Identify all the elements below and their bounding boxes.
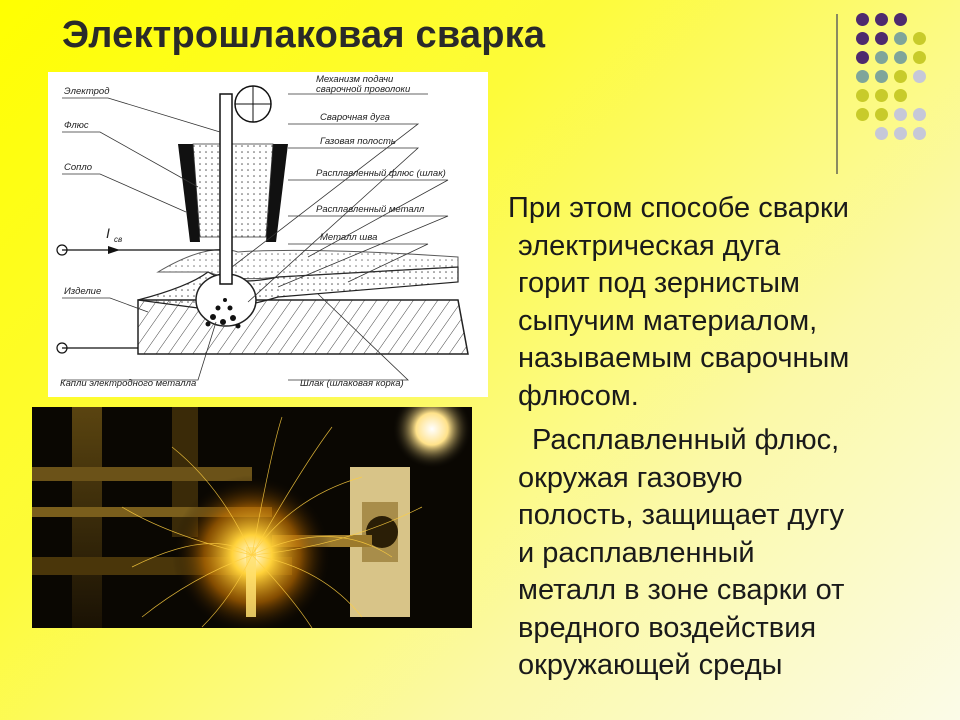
decorative-dot [856, 32, 869, 45]
decorative-dot [894, 32, 907, 45]
decorative-dot [913, 70, 926, 83]
decorative-dot [875, 70, 888, 83]
decorative-dot [913, 108, 926, 121]
welding-photo [32, 407, 472, 628]
decorative-dot [894, 70, 907, 83]
flux-in-nozzle [193, 144, 273, 237]
welding-photo-svg [32, 407, 472, 628]
label-feed-mechanism: Механизм подачи [316, 74, 394, 85]
decorative-dot [856, 89, 869, 102]
decorative-dot [894, 89, 907, 102]
decorative-dot [894, 108, 907, 121]
paragraph-line: флюсом. [518, 379, 639, 412]
label-arc: Сварочная дуга [320, 112, 390, 123]
decorative-dot [913, 51, 926, 64]
decorative-dot-grid [850, 13, 960, 163]
decorative-dot [856, 13, 869, 26]
paragraph-line: горит под зернистым [518, 267, 800, 299]
decorative-dot [875, 108, 888, 121]
welding-diagram-svg [48, 72, 488, 397]
label-flux: Флюс [64, 120, 89, 131]
paragraph-line: вредного воздействия [518, 611, 817, 644]
decorative-dot [875, 32, 888, 45]
label-droplets: Капли электродного металла [60, 378, 197, 389]
slide-title: Электрошлаковая сварка [62, 14, 546, 56]
workpiece-shape [138, 300, 468, 354]
decorative-divider-line [836, 14, 838, 174]
paragraph-line: окружая газовую [518, 461, 743, 494]
decorative-dot [894, 51, 907, 64]
paragraph-line: окружающей среды [518, 649, 783, 681]
label-weld-metal: Металл шва [320, 232, 378, 243]
label-feed-wire: сварочной проволоки [316, 84, 411, 95]
decorative-dot [894, 13, 907, 26]
label-slag-crust: Шлак (шлаковая корка) [300, 378, 404, 389]
paragraph-line: называемым сварочным [518, 342, 850, 374]
decorative-dot [856, 51, 869, 64]
welding-diagram [48, 72, 488, 397]
paragraph-line: При этом способе сварки [508, 192, 849, 224]
paragraph-line: Расплавленный флюс, [532, 424, 840, 456]
paragraph-1 [506, 190, 926, 415]
decorative-dot [875, 51, 888, 64]
label-electrode: Электрод [64, 86, 110, 97]
current-sub: св [114, 235, 123, 244]
label-molten-metal: Расплавленный металл [316, 204, 425, 215]
decorative-dot [856, 70, 869, 83]
decorative-dot [875, 89, 888, 102]
slide-body-text [506, 190, 926, 685]
label-molten-flux: Расплавленный флюс (шлак) [316, 168, 446, 179]
paragraph-line: металл в зоне сварки от [518, 574, 845, 606]
decorative-dot [913, 127, 926, 140]
paragraph-line: электрическая дуга [518, 229, 781, 262]
label-nozzle: Сопло [64, 162, 93, 173]
label-gas-cavity: Газовая полость [320, 136, 396, 147]
paragraph-2 [506, 422, 926, 685]
paragraph-line: и расплавленный [518, 536, 755, 569]
electrode [220, 94, 232, 284]
paragraph-line: сыпучим материалом, [518, 304, 818, 337]
decorative-dot [875, 13, 888, 26]
paragraph-line: полость, защищает дугу [518, 499, 845, 531]
decorative-dot [894, 127, 907, 140]
decorative-dot [856, 108, 869, 121]
current-label: I [106, 225, 110, 241]
decorative-dot [875, 127, 888, 140]
label-workpiece: Изделие [64, 286, 102, 297]
decorative-dot [913, 32, 926, 45]
